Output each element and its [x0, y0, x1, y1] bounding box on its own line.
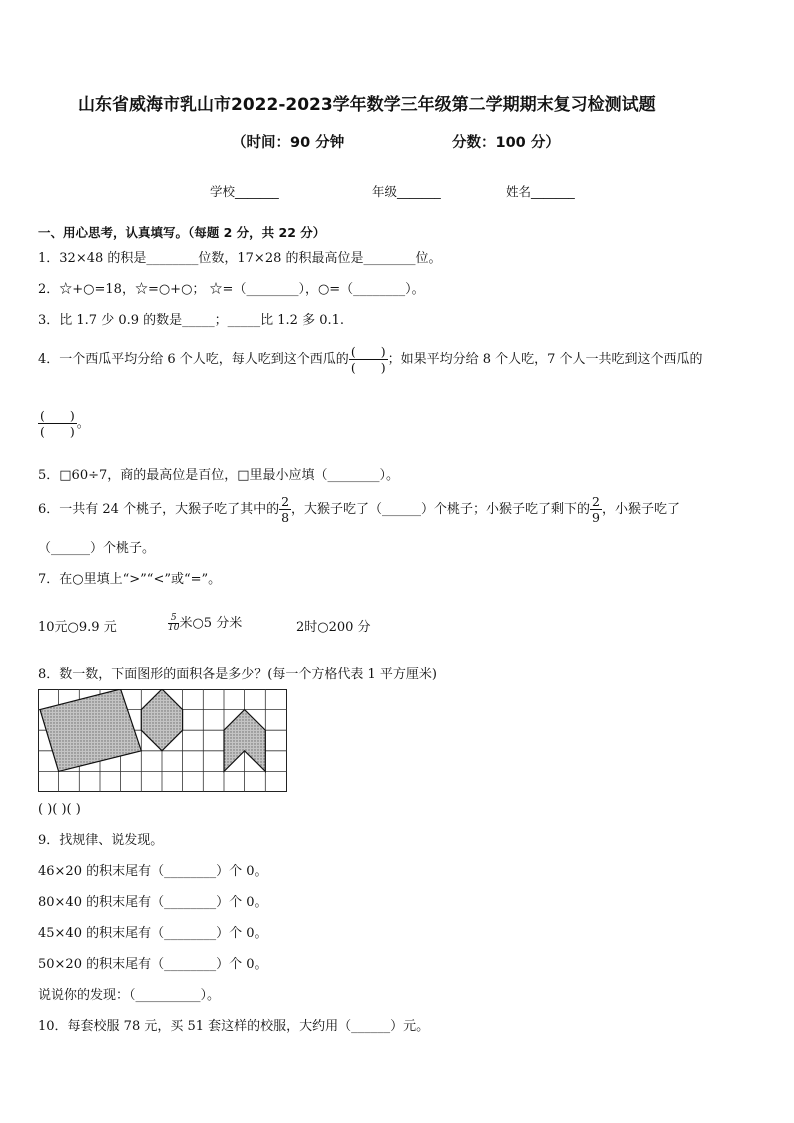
exam-score: 分数：100 分） — [452, 135, 560, 151]
exam-time: （时间：90 分钟 — [232, 135, 345, 151]
q7-item-3: 2时○200 分 — [296, 620, 371, 635]
fraction-blank: $\frac{( )}{( )}$ — [40, 408, 75, 439]
fraction-2-9: $\frac{2}{9}$ — [592, 494, 600, 525]
q7-item-1: 10元○9.9 元 — [38, 620, 117, 635]
grade-field: 年级_______ — [372, 184, 441, 199]
page-title: 山东省威海市乳山市2022-2023学年数学三年级第二学期期末复习检测试题 — [78, 95, 656, 115]
fraction-blank: $\frac{( )}{( )}$ — [350, 344, 386, 375]
question-1: 1．32×48 的积是________位数，17×28 的积最高位是________位。 — [38, 251, 442, 266]
q9-line-1: 46×20 的积末尾有（________）个 0。 — [38, 864, 268, 879]
q9-line-4: 50×20 的积末尾有（________）个 0。 — [38, 957, 268, 972]
section-heading: 一、用心思考，认真填写。（每题 2 分，共 22 分） — [38, 225, 326, 240]
question-3: 3．比 1.7 少 0.9 的数是_____；_____比 1.2 多 0.1. — [38, 313, 345, 328]
question-4 — [38, 344, 703, 375]
question-7: 7．在○里填上“>”“<”或“=”。 — [38, 572, 222, 587]
q9-line-3: 45×40 的积末尾有（________）个 0。 — [38, 926, 268, 941]
question-6: 6．一共有 24 个桃子，大猴子吃了其中的 $\frac{2}{8}$ ，大猴子吃了（______）个桃子；小猴子吃了剩下的 $\frac{2}{9}$ ，小猴子吃了 — [38, 494, 681, 525]
question-4-text-a: 4．一个西瓜平均分给 6 个人吃，每人吃到这个西瓜的 — [38, 352, 349, 367]
area-grid-figure — [38, 689, 287, 792]
q9-discovery: 说说你的发现：（__________）。 — [38, 988, 221, 1003]
school-field: 学校_______ — [210, 184, 279, 199]
question-5: 5．□60÷7，商的最高位是百位，□里最小应填（________）。 — [38, 468, 400, 483]
question-9: 9．找规律、说发现。 — [38, 833, 164, 848]
grid-svg — [38, 689, 287, 792]
question-8: 8．数一数，下面图形的面积各是多少？(每一个方格代表 1 平方厘米) — [38, 667, 437, 682]
q7-item-2: $\frac{5}{10}$ 米○5 分米 — [168, 613, 243, 633]
question-2: 2．☆+○=18，☆=○+○； ☆=（________），○=（________）。 — [38, 282, 425, 297]
question-4-text-b: ；如果平均分给 8 个人吃，7 个人一共吃到这个西瓜的 — [387, 352, 703, 367]
question-6-line2: （______）个桃子。 — [38, 541, 156, 556]
fraction-2-8: $\frac{2}{8}$ — [281, 494, 290, 525]
question-10: 10．每套校服 78 元，买 51 套这样的校服，大约用（______）元。 — [38, 1019, 430, 1034]
question-8-answers: ( )( )( ) — [38, 802, 81, 817]
question-4-line2: $\frac{( )}{( )}$ 。 — [40, 408, 90, 439]
q9-line-2: 80×40 的积末尾有（________）个 0。 — [38, 895, 268, 910]
name-field: 姓名_______ — [506, 184, 575, 199]
